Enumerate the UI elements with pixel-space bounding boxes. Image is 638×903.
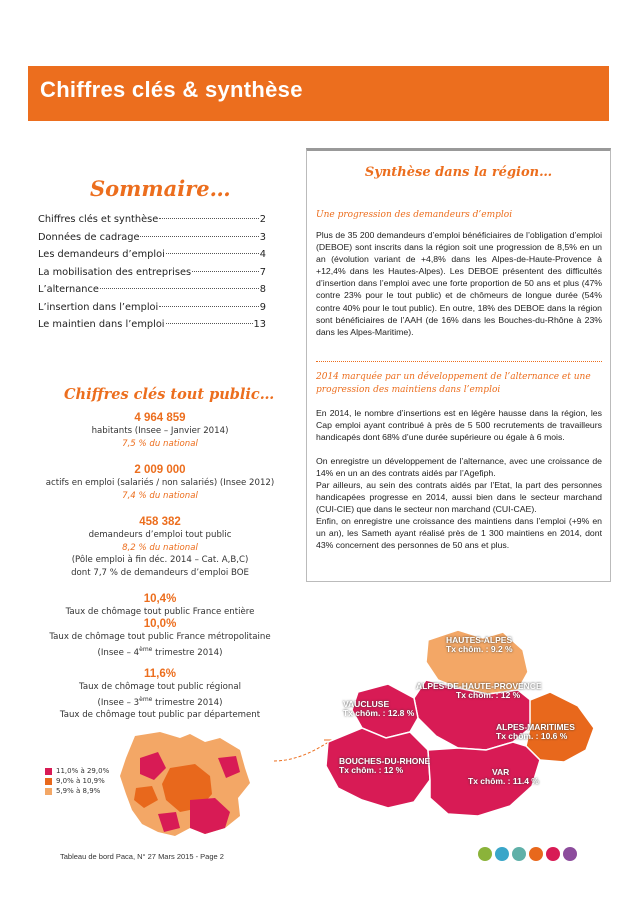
source-post: trimestre 2014) xyxy=(152,647,223,658)
toc-page: 9 xyxy=(259,301,266,313)
toc-item[interactable] xyxy=(38,214,266,232)
stat-pct: 7,5 % du national xyxy=(122,438,198,449)
source-sup: ème xyxy=(139,645,153,653)
stat-label: actifs en emploi (salariés / non salariés) (Insee 2012) xyxy=(45,478,275,488)
label-name: ALPES-DE-HAUTE-PROVENCE xyxy=(416,681,542,691)
label-rate: Tx chôm. : 12 % xyxy=(456,690,521,700)
toc-label: Données de cadrage xyxy=(38,231,140,243)
legend-item xyxy=(45,766,109,776)
header-banner xyxy=(28,66,609,121)
toc-page: 2 xyxy=(259,214,266,225)
source-sup: ème xyxy=(139,695,153,703)
stat-habitants xyxy=(30,411,290,450)
label-rate: Tx chôm. : 9.2 % xyxy=(446,644,513,654)
stat-label: Taux de chômage tout public France entière xyxy=(65,607,255,617)
stat-label: habitants (Insee – Janvier 2014) xyxy=(91,426,229,436)
toc-item[interactable] xyxy=(38,319,266,337)
source-pre: (Insee – 4 xyxy=(97,647,140,658)
synthese-paragraph-5: Enfin, on enregistre une croissance des maintiens dans l’emploi (+9% en un an), les Sameth ayant réalisé près de 1 300 maintiens en 2014, dont 43% concernent des personnes de 50 ans et plus. xyxy=(316,516,602,551)
stat-label: Taux de chômage tout public régional xyxy=(79,682,241,692)
label-rate: Tx chôm. : 11.4 % xyxy=(468,776,539,786)
stat-extra: dont 7,7 % de demandeurs d’emploi BOE xyxy=(71,567,249,578)
label-name: HAUTES-ALPES xyxy=(446,635,513,645)
toc-item[interactable] xyxy=(38,232,266,250)
legend-item xyxy=(45,776,109,786)
stat-value: 4 964 859 xyxy=(134,412,186,424)
map-label-alpes-maritimes xyxy=(496,723,575,741)
footer-text: Tableau de bord Paca, N° 27 Mars 2015 - Page 2 xyxy=(60,852,224,861)
stat-demandeurs xyxy=(30,515,290,579)
stat-source xyxy=(30,694,290,709)
ear-icon xyxy=(478,847,492,861)
stat-value: 11,6% xyxy=(144,668,176,680)
toc-label: L’alternance xyxy=(38,284,99,295)
toc-label: La mobilisation des entreprises xyxy=(38,266,192,278)
legend-swatch xyxy=(45,768,52,775)
separator xyxy=(316,361,602,362)
stat-pct: 8,2 % du national xyxy=(122,542,198,553)
eye-icon xyxy=(495,847,509,861)
map-label-hautes-alpes xyxy=(446,636,513,654)
label-name: VAUCLUSE xyxy=(343,699,390,709)
chiffres-cles-title: Chiffres clés tout public… xyxy=(64,386,275,403)
hand-icon xyxy=(563,847,577,861)
stat-chomage-france xyxy=(30,592,290,619)
map-label-ahp xyxy=(416,682,542,700)
toc-dots xyxy=(192,271,259,272)
toc-item[interactable] xyxy=(38,284,266,302)
legend-label: 9,0% à 10,9% xyxy=(56,777,105,785)
map-label-vaucluse xyxy=(343,700,414,718)
toc-item[interactable] xyxy=(38,267,266,285)
toc-dots xyxy=(166,253,259,254)
map-label-var xyxy=(468,768,539,786)
label-name: BOUCHES-DU-RHONE xyxy=(339,756,431,766)
toc-item[interactable] xyxy=(38,302,266,320)
stat-actifs xyxy=(30,463,290,502)
legend-swatch xyxy=(45,788,52,795)
label-name: ALPES-MARITIMES xyxy=(496,722,575,732)
stat-pct: 7,4 % du national xyxy=(122,490,198,501)
toc-dots xyxy=(100,288,259,289)
toc-label: Chiffres clés et synthèse xyxy=(38,214,159,225)
stat-chomage-dep-label: Taux de chômage tout public par département xyxy=(59,709,261,720)
stat-label: demandeurs d’emploi tout public xyxy=(88,530,232,540)
legend-label: 5,9% à 8,9% xyxy=(56,787,101,795)
handicap-icons xyxy=(478,847,577,861)
stat-value: 458 382 xyxy=(139,516,181,528)
label-rate: Tx chôm. : 12 % xyxy=(339,765,404,775)
small-map-shapes xyxy=(120,732,250,836)
table-of-contents xyxy=(38,214,266,337)
legend-swatch xyxy=(45,778,52,785)
toc-label: Les demandeurs d’emploi xyxy=(38,249,165,260)
label-name: VAR xyxy=(492,767,510,777)
page-title: Chiffres clés & synthèse xyxy=(40,77,303,102)
synthese-title: Synthèse dans la région… xyxy=(364,165,553,180)
source-pre: (Insee – 3 xyxy=(97,697,140,708)
toc-dots xyxy=(159,218,259,219)
synthese-box xyxy=(306,148,611,582)
synthese-subtitle-2: 2014 marquée par un développement de l’alternance et une progression des maintiens dans l’emploi xyxy=(316,372,591,395)
legend-item xyxy=(45,786,109,796)
toc-label: L’insertion dans l’emploi xyxy=(38,301,159,313)
brain-icon xyxy=(512,847,526,861)
stat-chomage-regional xyxy=(30,667,290,721)
toc-label: Le maintien dans l’emploi xyxy=(38,319,165,330)
heart-icon xyxy=(529,847,543,861)
synthese-paragraph-4: Par ailleurs, au sein des contrats aidés par l’Etat, la part des personnes handicapées progresse en 2014, aussi bien dans le secteur marchand (CUI-CIE) que dans le secteur non marchand (CUI-CAE). xyxy=(316,480,602,515)
stat-chomage-metro xyxy=(30,617,290,659)
stat-value: 2 009 000 xyxy=(134,464,186,476)
toc-dots xyxy=(140,236,258,237)
toc-page: 7 xyxy=(259,266,266,278)
synthese-paragraph-1: Plus de 35 200 demandeurs d’emploi bénéficiaires de l’obligation d’emploi (DEBOE) sont inscrits dans la région soit une progression de 8,5% en un an (évolution variant de +4,8% dans les Alpes-de-Haute-Provence à +12,4% dans les Hautes-Alpes). Les DEBOE présentent des difficultés d’insertion dans l’emploi avec une forte proportion de 50 ans et plus (47% contre 23% pour le tout public) et de chômeurs de longue durée (54% contre 40% pour le tout public). En outre, 18% des DEBOE dans la région sont bénéficiaires de l’AAH (de 16% dans les Bouches-du-Rhône à 23% dans les Alpes-Maritime). xyxy=(316,230,602,337)
toc-page: 4 xyxy=(259,249,266,260)
label-rate: Tx chôm. : 12.8 % xyxy=(343,708,415,718)
stat-source xyxy=(30,644,290,659)
label-rate: Tx chôm. : 10.6 % xyxy=(496,731,568,741)
map-legend xyxy=(45,766,109,796)
toc-page: 3 xyxy=(259,231,266,243)
wheelchair-icon xyxy=(546,847,560,861)
stat-label: Taux de chômage tout public France métropolitaine xyxy=(49,632,271,642)
legend-label: 11,0% à 29,0% xyxy=(56,767,110,775)
toc-page: 8 xyxy=(259,284,266,295)
synthese-paragraph-2: En 2014, le nombre d’insertions est en légère hausse dans la région, les Cap emploi ayant contribué à près de 5 500 recrutements de travailleurs handicapés dont 68% d’une durée supérieure ou égale à 6 mois. xyxy=(316,408,602,443)
source-post: trimestre 2014) xyxy=(152,697,223,708)
stat-source: (Pôle emploi à fin déc. 2014 – Cat. A,B,C) xyxy=(71,555,249,565)
toc-dots xyxy=(166,323,253,324)
stat-value: 10,0% xyxy=(143,618,177,630)
toc-dots xyxy=(159,306,259,307)
stat-value: 10,4% xyxy=(143,593,177,605)
toc-page: 13 xyxy=(253,319,266,330)
map-label-bouches-du-rhone xyxy=(339,757,430,775)
sommaire-title: Sommaire… xyxy=(90,176,231,201)
toc-item[interactable] xyxy=(38,249,266,267)
synthese-paragraph-3: On enregistre un développement de l’alternance, avec une croissance de 14% en un an des contrats aidés par l’Agefiph. xyxy=(316,456,602,479)
synthese-subtitle-1: Une progression des demandeurs d’emploi xyxy=(316,210,513,220)
